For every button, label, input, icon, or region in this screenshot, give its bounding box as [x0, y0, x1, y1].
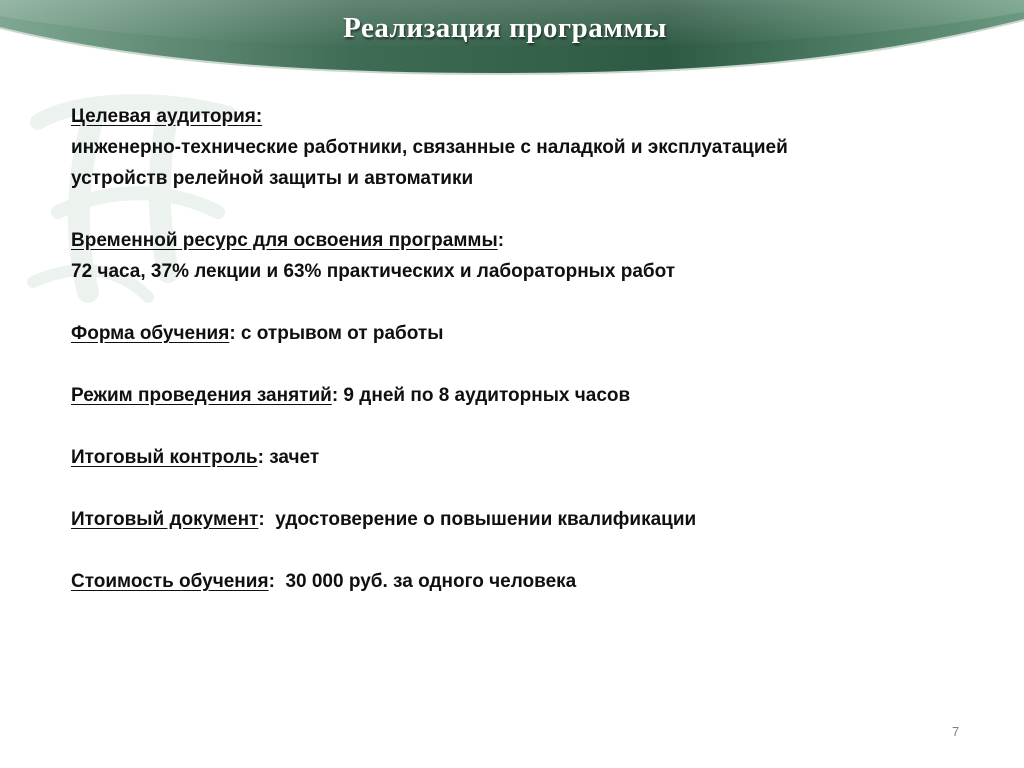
- cost-section: [71, 566, 971, 597]
- time-resource-label: Временной ресурс для освоения программы: [71, 230, 498, 251]
- final-control-value: : зачет: [257, 447, 320, 468]
- header-banner: [0, 0, 1024, 95]
- target-audience-line-1: инженерно-технические работники, связанные с наладкой и эксплуатацией: [71, 137, 788, 158]
- final-document-value: : удостоверение о повышении квалификации: [258, 509, 697, 530]
- study-form-value: : с отрывом от работы: [229, 323, 444, 344]
- schedule-section: [71, 380, 971, 411]
- target-audience-line-2: устройств релейной защиты и автоматики: [71, 168, 474, 189]
- target-audience-label: Целевая аудитория:: [71, 106, 263, 127]
- target-audience-section: [71, 101, 971, 194]
- slide-content: [71, 101, 971, 628]
- study-form-section: [71, 318, 971, 349]
- final-document-section: [71, 504, 971, 535]
- final-control-section: [71, 442, 971, 473]
- time-resource-separator: :: [497, 230, 505, 251]
- slide-title: Реализация программы: [343, 12, 667, 44]
- cost-label: Стоимость обучения: [71, 571, 269, 592]
- page-number: 7: [952, 724, 960, 739]
- schedule-value: : 9 дней по 8 аудиторных часов: [331, 385, 631, 406]
- cost-value: : 30 000 руб. за одного человека: [268, 571, 577, 592]
- final-document-label: Итоговый документ: [71, 509, 259, 530]
- final-control-label: Итоговый контроль: [71, 447, 258, 468]
- time-resource-value: 72 часа, 37% лекции и 63% практических и лабораторных работ: [71, 261, 676, 282]
- time-resource-section: [71, 225, 971, 287]
- study-form-label: Форма обучения: [71, 323, 230, 344]
- schedule-label: Режим проведения занятий: [71, 385, 332, 406]
